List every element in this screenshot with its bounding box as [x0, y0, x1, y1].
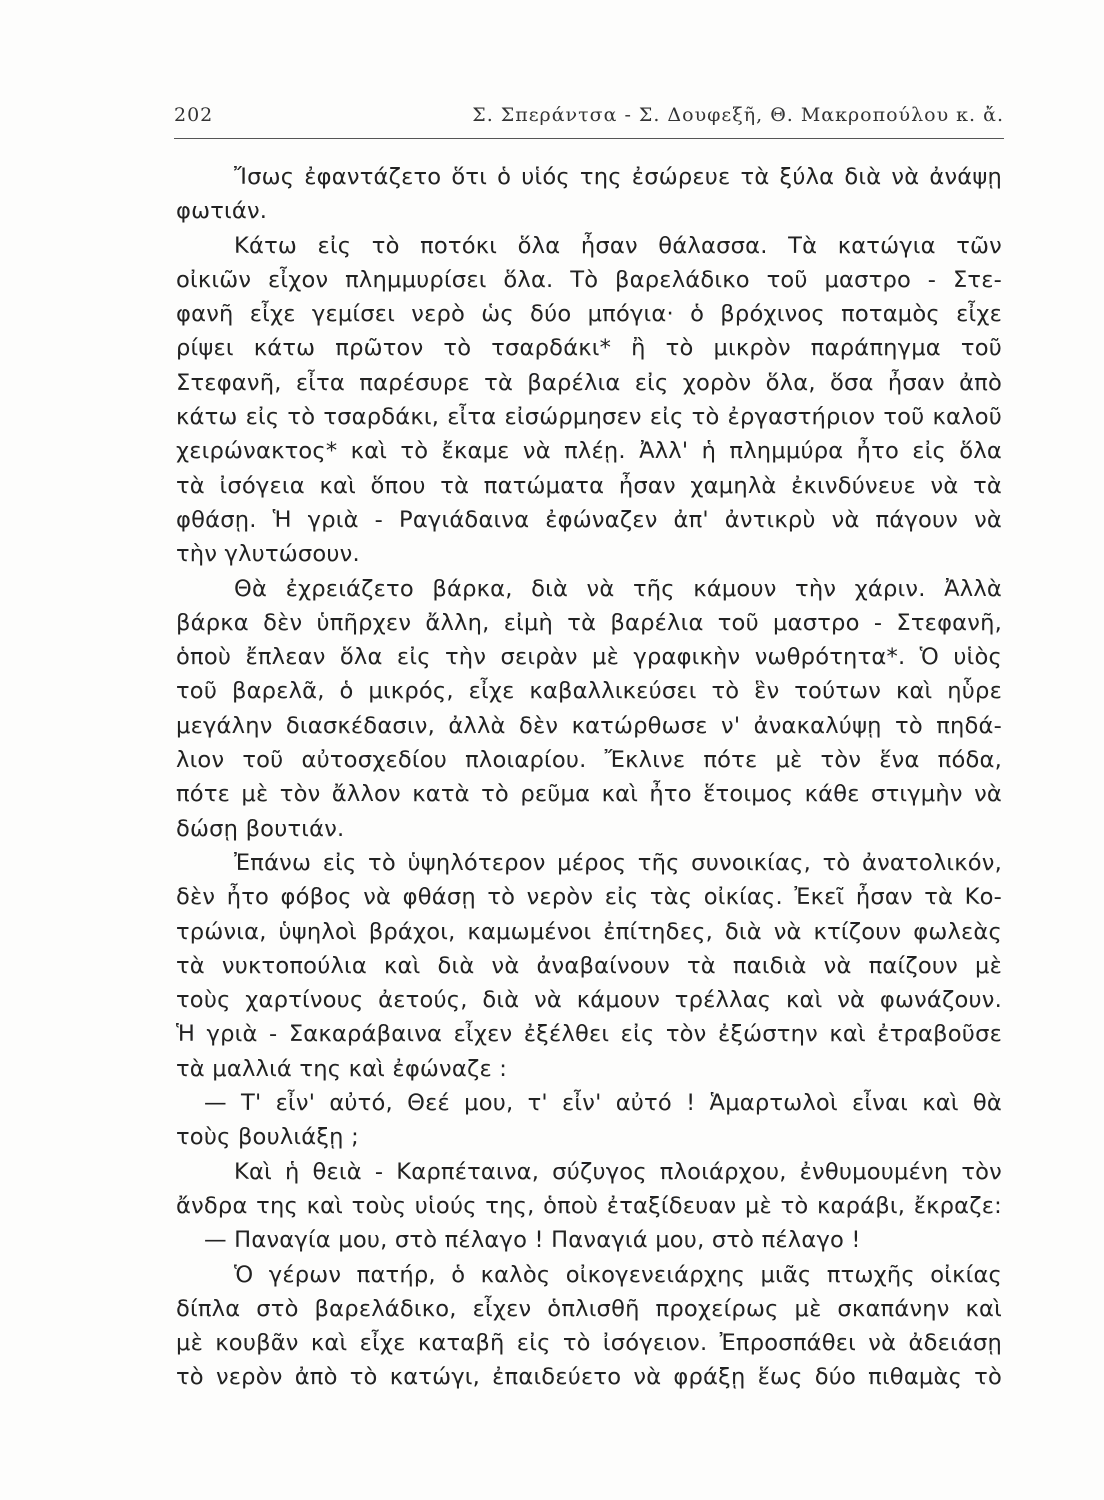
text-line: — Παναγία μου, στὸ πέλαγο ! Παναγιά μου, στὸ πέλαγο ! — [204, 1227, 861, 1254]
text-line: οἰκιῶν εἶχον πλημμυρίσει ὅλα. Τὸ βαρελάδικο τοῦ μαστρο - Στε- — [176, 266, 1002, 293]
text-line: τοὺς χαρτίνους ἀετούς, διὰ νὰ κάμουν τρέλλας καὶ νὰ φωνάζουν. — [176, 987, 1002, 1014]
text-line: Καὶ ἡ θειὰ - Καρπέταινα, σύζυγος πλοιάρχου, ἐνθυμουμένη τὸν — [234, 1158, 1002, 1185]
text-line: — Τ' εἶν' αὐτό, Θεέ μου, τ' εἶν' αὐτό ! Ἁμαρτωλοὶ εἶναι καὶ θὰ — [204, 1090, 1002, 1117]
text-line: μὲ κουβᾶν καὶ εἶχε καταβῆ εἰς τὸ ἰσόγειον. Ἐπροσπάθει νὰ ἀδειάσῃ — [176, 1330, 1002, 1357]
text-line: φθάσῃ. Ἡ γριὰ - Ραγιάδαινα ἐφώναζεν ἀπ' ἀντικρὺ νὰ πάγουν νὰ — [176, 506, 1002, 533]
text-line: ἄνδρα της καὶ τοὺς υἱούς της, ὁποὺ ἐταξίδευαν μὲ τὸ καράβι, ἔκραζε: — [176, 1192, 1002, 1219]
text-line: χειρώνακτος* καὶ τὸ ἔκαμε νὰ πλέῃ. Ἀλλ' ἡ πλημμύρα ἦτο εἰς ὅλα — [176, 438, 1002, 465]
text-line: τὸ νερὸν ἀπὸ τὸ κατώγι, ἐπαιδεύετο νὰ φράξῃ ἕως δύο πιθαμὰς τὸ — [176, 1364, 1002, 1391]
running-head-authors: Σ. Σπεράντσα - Σ. Δουφεξῆ, Θ. Μακροπούλου κ. ἄ. — [472, 104, 1004, 126]
text-line: Ὁ γέρων πατήρ, ὁ καλὸς οἰκογενειάρχης μιᾶς πτωχῆς οἰκίας — [234, 1261, 1002, 1288]
text-line: τοῦ βαρελᾶ, ὁ μικρός, εἶχε καβαλλικεύσει τὸ ἓν τούτων καὶ ηὗρε — [176, 678, 1002, 705]
page-number: 202 — [174, 104, 214, 126]
text-line: δὲν ἦτο φόβος νὰ φθάσῃ τὸ νερὸν εἰς τὰς οἰκίας. Ἐκεῖ ἦσαν τὰ Κο- — [176, 884, 1002, 911]
text-line: τρώνια, ὑψηλοὶ βράχοι, καμωμένοι ἐπίτηδες, διὰ νὰ κτίζουν φωλεὰς — [176, 918, 1002, 945]
text-line: τὰ μαλλιά της καὶ ἐφώναζε : — [176, 1055, 508, 1082]
text-line: Ἐπάνω εἰς τὸ ὑψηλότερον μέρος τῆς συνοικίας, τὸ ἀνατολικόν, — [234, 849, 1002, 876]
text-line: μεγάλην διασκέδασιν, ἀλλὰ δὲν κατώρθωσε ν' ἀνακαλύψῃ τὸ πηδά- — [176, 712, 1002, 739]
text-line: δώσῃ βουτιάν. — [176, 815, 345, 842]
body-text — [176, 160, 1002, 1395]
text-line: λιον τοῦ αὐτοσχεδίου πλοιαρίου. Ἔκλινε πότε μὲ τὸν ἕνα πόδα, — [176, 747, 1002, 774]
text-line: τοὺς βουλιάξῃ ; — [176, 1124, 359, 1151]
text-line: πότε μὲ τὸν ἄλλον κατὰ τὸ ρεῦμα καὶ ἦτο ἕτοιμος κάθε στιγμὴν νὰ — [176, 781, 1002, 808]
text-line: δίπλα στὸ βαρελάδικο, εἶχεν ὁπλισθῆ προχείρως μὲ σκαπάνην καὶ — [176, 1295, 1002, 1322]
text-line: Θὰ ἐχρειάζετο βάρκα, διὰ νὰ τῆς κάμουν τὴν χάριν. Ἀλλὰ — [234, 575, 1002, 602]
text-line: ρίψει κάτω πρῶτον τὸ τσαρδάκι* ἢ τὸ μικρὸν παράπηγμα τοῦ — [176, 335, 1002, 362]
text-line: τὰ νυκτοπούλια καὶ διὰ νὰ ἀναβαίνουν τὰ παιδιὰ νὰ παίζουν μὲ — [176, 952, 1002, 979]
text-line: βάρκα δὲν ὑπῆρχεν ἄλλη, εἰμὴ τὰ βαρέλια τοῦ μαστρο - Στεφανῆ, — [176, 609, 1002, 636]
text-line: φωτιάν. — [176, 198, 268, 225]
text-line: ὁποὺ ἔπλεαν ὅλα εἰς τὴν σειρὰν μὲ γραφικὴν νωθρότητα*. Ὁ υἱὸς — [176, 644, 1002, 671]
text-line: Ἴσως ἐφαντάζετο ὅτι ὁ υἱός της ἐσώρευε τὰ ξύλα διὰ νὰ ἀνάψῃ — [234, 164, 1002, 190]
running-head — [174, 100, 1004, 130]
text-line: Στεφανῆ, εἶτα παρέσυρε τὰ βαρέλια εἰς χορὸν ὅλα, ὅσα ἦσαν ἀπὸ — [176, 369, 1002, 396]
text-line: τὴν γλυτώσουν. — [176, 541, 360, 568]
text-line: κάτω εἰς τὸ τσαρδάκι, εἶτα εἰσώρμησεν εἰς τὸ ἐργαστήριον τοῦ καλοῦ — [176, 404, 1002, 431]
text-line: τὰ ἰσόγεια καὶ ὅπου τὰ πατώματα ἦσαν χαμηλὰ ἐκινδύνευε νὰ τὰ — [176, 472, 1002, 499]
text-line: Ἡ γριὰ - Σακαράβαινα εἶχεν ἐξέλθει εἰς τὸν ἐξώστην καὶ ἐτραβοῦσε — [176, 1021, 1002, 1048]
header-rule — [174, 138, 1004, 139]
text-line: φανῆ εἶχε γεμίσει νερὸ ὡς δύο μπόγια· ὁ βρόχινος ποταμὸς εἶχε — [176, 301, 1002, 328]
text-line: Κάτω εἰς τὸ ποτόκι ὅλα ἦσαν θάλασσα. Τὰ κατώγια τῶν — [234, 232, 1002, 259]
